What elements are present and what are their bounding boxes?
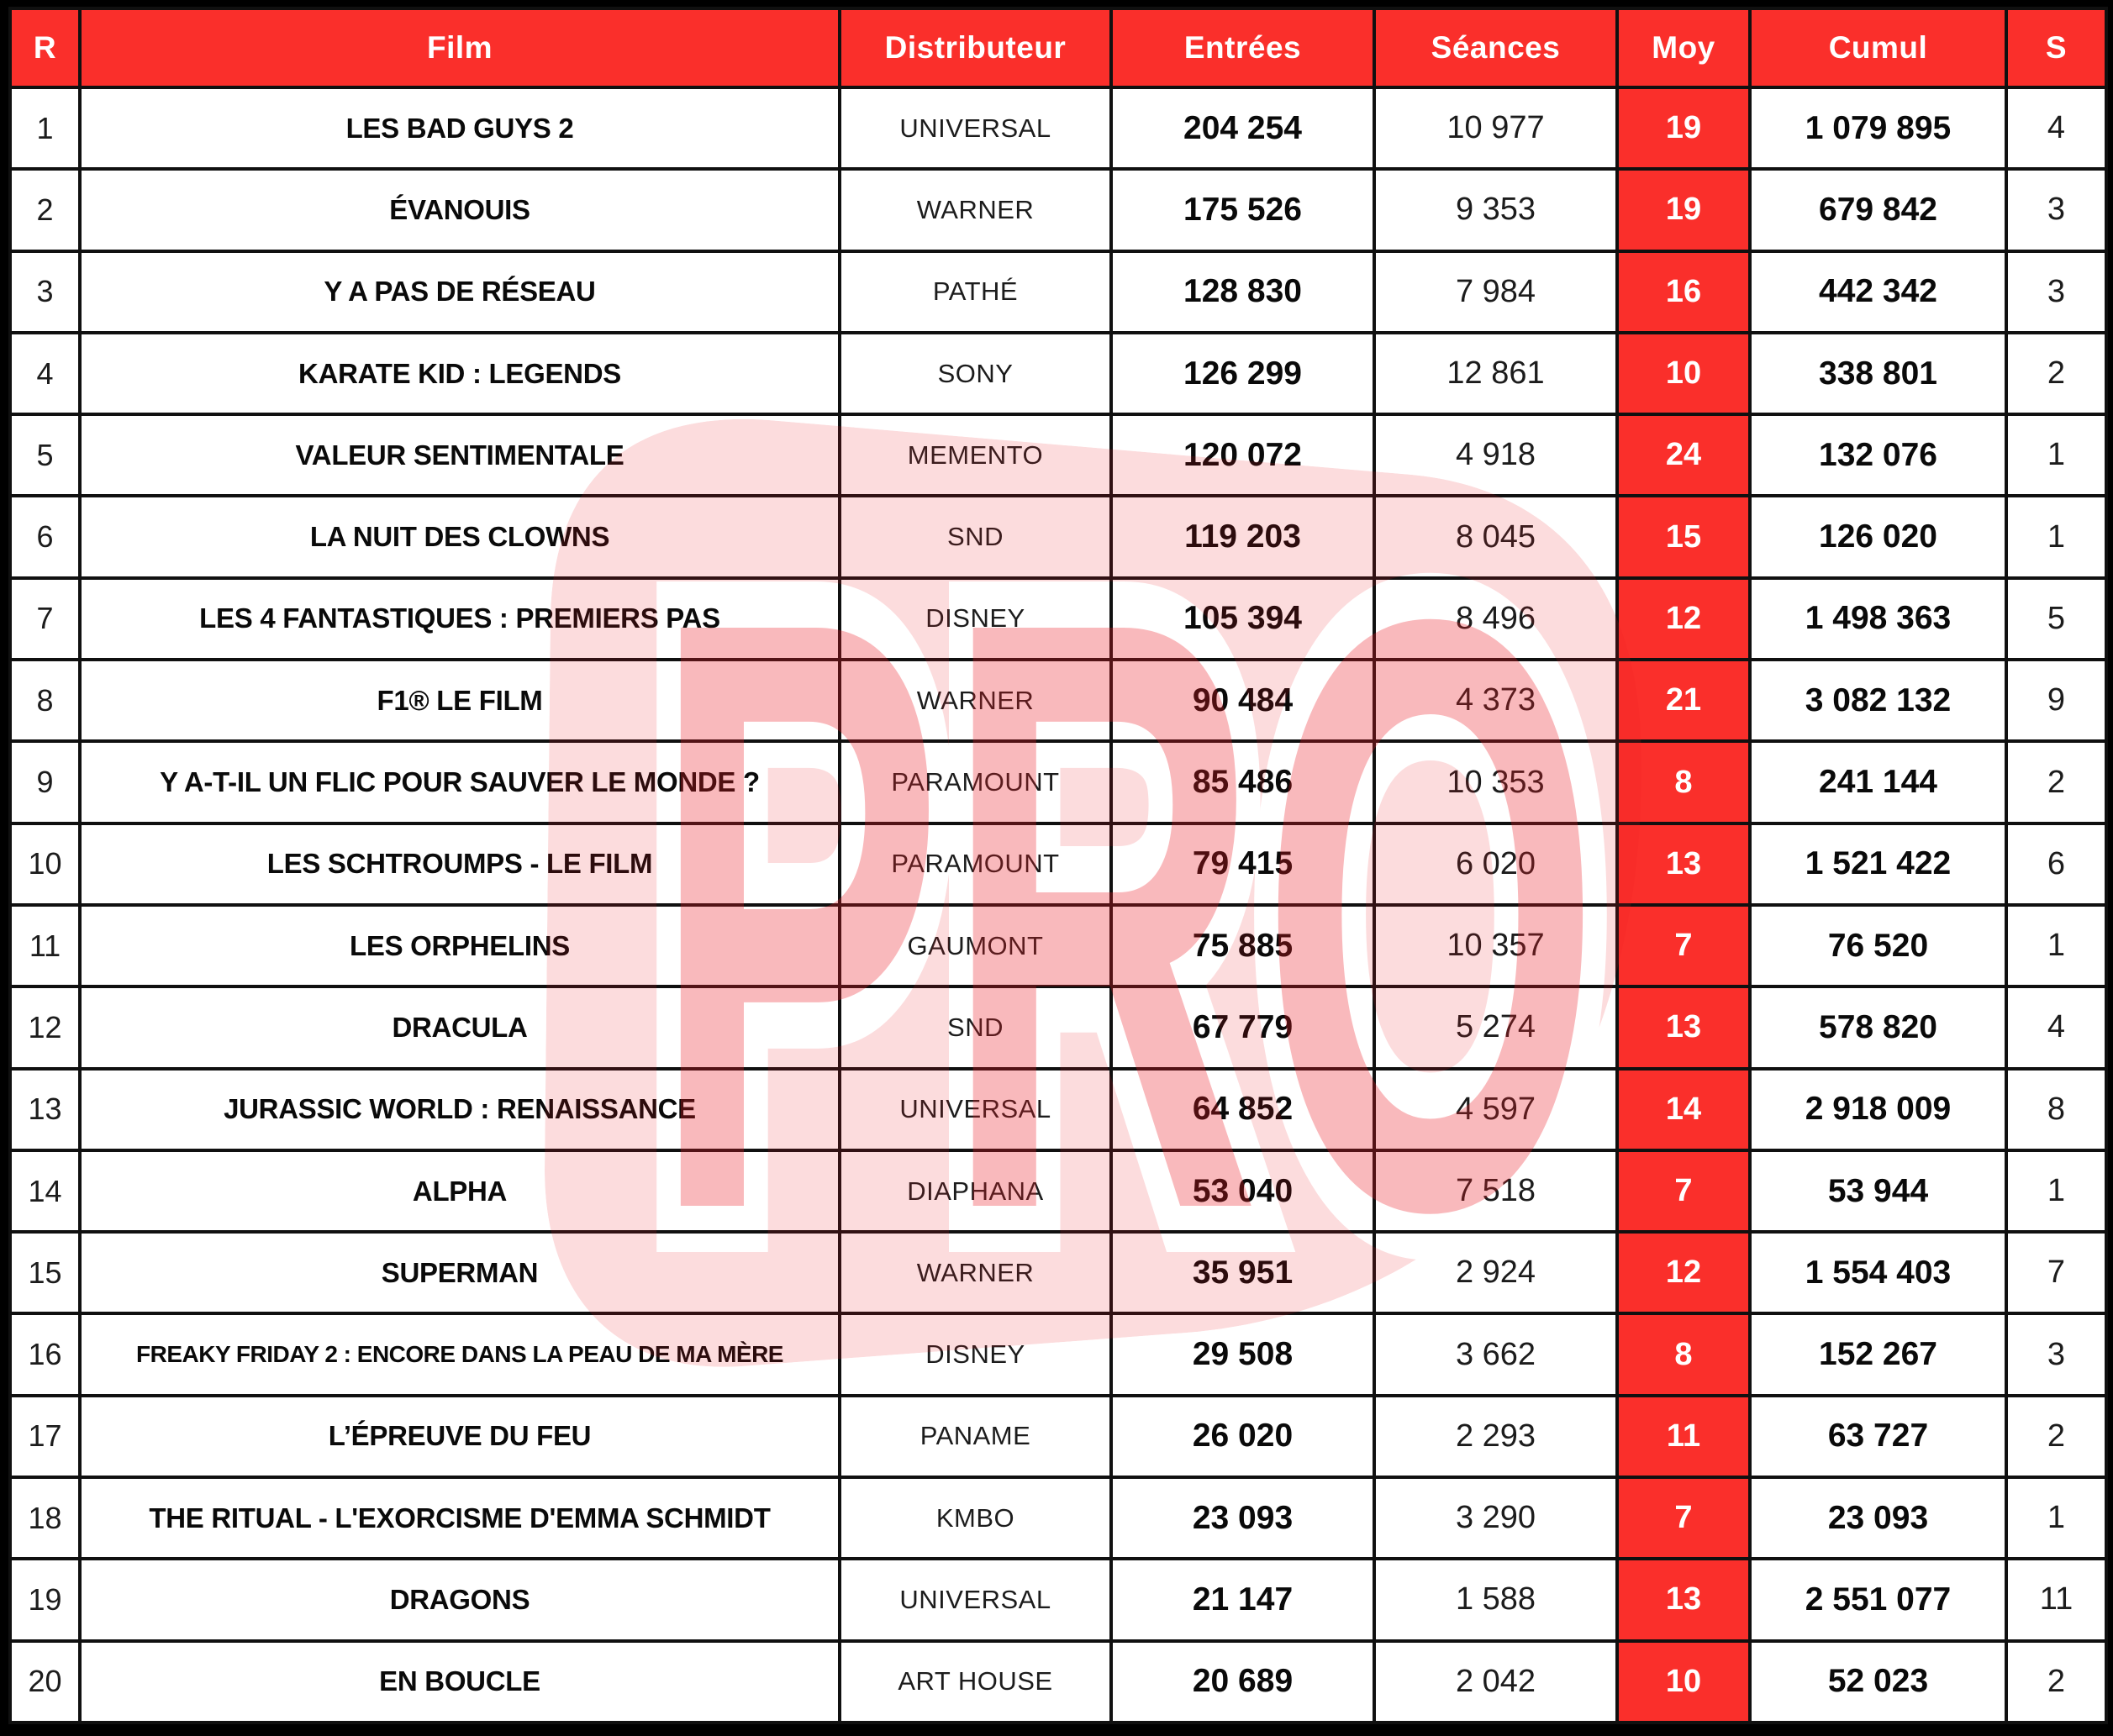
distributor-cell: KMBO [840, 1477, 1111, 1559]
rank-cell: 14 [10, 1150, 80, 1232]
moy-cell: 8 [1617, 741, 1750, 823]
rank-cell: 17 [10, 1396, 80, 1477]
distributor-cell: ART HOUSE [840, 1641, 1111, 1723]
cumul-cell: 23 093 [1750, 1477, 2006, 1559]
film-cell: VALEUR SENTIMENTALE [80, 414, 840, 496]
film-cell: LES ORPHELINS [80, 905, 840, 986]
distributor-cell: PARAMOUNT [840, 741, 1111, 823]
distributor-cell: PARAMOUNT [840, 823, 1111, 905]
table-row [10, 333, 2106, 414]
seances-cell: 10 353 [1374, 741, 1617, 823]
weeks-cell: 2 [2006, 1641, 2106, 1723]
moy-cell: 15 [1617, 496, 1750, 577]
distributor-cell: WARNER [840, 169, 1111, 250]
weeks-cell: 3 [2006, 169, 2106, 250]
cumul-cell: 53 944 [1750, 1150, 2006, 1232]
film-cell: DRAGONS [80, 1559, 840, 1640]
film-cell: LES SCHTROUMPS - LE FILM [80, 823, 840, 905]
distributor-cell: DIAPHANA [840, 1150, 1111, 1232]
weeks-cell: 5 [2006, 578, 2106, 660]
rank-cell: 19 [10, 1559, 80, 1640]
cumul-cell: 126 020 [1750, 496, 2006, 577]
weeks-cell: 2 [2006, 333, 2106, 414]
distributor-cell: DISNEY [840, 1313, 1111, 1395]
cumul-cell: 152 267 [1750, 1313, 2006, 1395]
rank-cell: 10 [10, 823, 80, 905]
seances-cell: 12 861 [1374, 333, 1617, 414]
table-row [10, 741, 2106, 823]
table-body [10, 87, 2106, 1723]
cumul-cell: 241 144 [1750, 741, 2006, 823]
film-cell: F1® LE FILM [80, 660, 840, 741]
cumul-cell: 1 521 422 [1750, 823, 2006, 905]
moy-cell: 16 [1617, 251, 1750, 333]
entrees-cell: 105 394 [1111, 578, 1374, 660]
film-cell: Y A PAS DE RÉSEAU [80, 251, 840, 333]
seances-cell: 4 597 [1374, 1069, 1617, 1150]
seances-cell: 7 984 [1374, 251, 1617, 333]
weeks-cell: 4 [2006, 986, 2106, 1068]
table-row [10, 660, 2106, 741]
moy-cell: 19 [1617, 87, 1750, 169]
cumul-cell: 132 076 [1750, 414, 2006, 496]
moy-cell: 10 [1617, 1641, 1750, 1723]
entrees-cell: 119 203 [1111, 496, 1374, 577]
distributor-cell: GAUMONT [840, 905, 1111, 986]
distributor-cell: PANAME [840, 1396, 1111, 1477]
film-cell: EN BOUCLE [80, 1641, 840, 1723]
column-header-cumul: Cumul [1750, 8, 2006, 87]
seances-cell: 8 496 [1374, 578, 1617, 660]
table-row [10, 169, 2106, 250]
moy-cell: 8 [1617, 1313, 1750, 1395]
film-cell: SUPERMAN [80, 1232, 840, 1313]
moy-cell: 11 [1617, 1396, 1750, 1477]
weeks-cell: 1 [2006, 414, 2106, 496]
weeks-cell: 1 [2006, 496, 2106, 577]
film-cell: LA NUIT DES CLOWNS [80, 496, 840, 577]
distributor-cell: PATHÉ [840, 251, 1111, 333]
moy-cell: 12 [1617, 578, 1750, 660]
entrees-cell: 29 508 [1111, 1313, 1374, 1395]
film-cell: L’ÉPREUVE DU FEU [80, 1396, 840, 1477]
entrees-cell: 53 040 [1111, 1150, 1374, 1232]
distributor-cell: DISNEY [840, 578, 1111, 660]
seances-cell: 1 588 [1374, 1559, 1617, 1640]
moy-cell: 7 [1617, 905, 1750, 986]
moy-cell: 7 [1617, 1150, 1750, 1232]
distributor-cell: WARNER [840, 660, 1111, 741]
weeks-cell: 1 [2006, 905, 2106, 986]
distributor-cell: UNIVERSAL [840, 1069, 1111, 1150]
entrees-cell: 21 147 [1111, 1559, 1374, 1640]
table-row [10, 578, 2106, 660]
table-header [10, 8, 2106, 87]
film-cell: Y A-T-IL UN FLIC POUR SAUVER LE MONDE ? [80, 741, 840, 823]
moy-cell: 10 [1617, 333, 1750, 414]
table-row [10, 1477, 2106, 1559]
entrees-cell: 128 830 [1111, 251, 1374, 333]
rank-cell: 5 [10, 414, 80, 496]
table-row [10, 1559, 2106, 1640]
cumul-cell: 63 727 [1750, 1396, 2006, 1477]
cumul-cell: 1 498 363 [1750, 578, 2006, 660]
cumul-cell: 578 820 [1750, 986, 2006, 1068]
moy-cell: 14 [1617, 1069, 1750, 1150]
table-row [10, 823, 2106, 905]
rank-cell: 11 [10, 905, 80, 986]
film-cell: JURASSIC WORLD : RENAISSANCE [80, 1069, 840, 1150]
rank-cell: 6 [10, 496, 80, 577]
cumul-cell: 1 554 403 [1750, 1232, 2006, 1313]
rank-cell: 16 [10, 1313, 80, 1395]
rank-cell: 1 [10, 87, 80, 169]
film-cell: ALPHA [80, 1150, 840, 1232]
table-row [10, 1069, 2106, 1150]
table-row [10, 905, 2106, 986]
cumul-cell: 2 551 077 [1750, 1559, 2006, 1640]
seances-cell: 9 353 [1374, 169, 1617, 250]
distributor-cell: WARNER [840, 1232, 1111, 1313]
moy-cell: 21 [1617, 660, 1750, 741]
boxoffice-table [8, 7, 2108, 1724]
seances-cell: 5 274 [1374, 986, 1617, 1068]
table-row [10, 1396, 2106, 1477]
moy-cell: 12 [1617, 1232, 1750, 1313]
cumul-cell: 338 801 [1750, 333, 2006, 414]
film-cell: DRACULA [80, 986, 840, 1068]
moy-cell: 19 [1617, 169, 1750, 250]
entrees-cell: 67 779 [1111, 986, 1374, 1068]
column-header-rank: R [10, 8, 80, 87]
table-row [10, 414, 2106, 496]
seances-cell: 8 045 [1374, 496, 1617, 577]
seances-cell: 2 924 [1374, 1232, 1617, 1313]
film-cell: KARATE KID : LEGENDS [80, 333, 840, 414]
rank-cell: 9 [10, 741, 80, 823]
entrees-cell: 26 020 [1111, 1396, 1374, 1477]
rank-cell: 20 [10, 1641, 80, 1723]
column-header-moy: Moy [1617, 8, 1750, 87]
cumul-cell: 52 023 [1750, 1641, 2006, 1723]
table-row [10, 1232, 2106, 1313]
cumul-cell: 2 918 009 [1750, 1069, 2006, 1150]
distributor-cell: UNIVERSAL [840, 87, 1111, 169]
moy-cell: 13 [1617, 823, 1750, 905]
entrees-cell: 35 951 [1111, 1232, 1374, 1313]
entrees-cell: 175 526 [1111, 169, 1374, 250]
moy-cell: 7 [1617, 1477, 1750, 1559]
film-cell: FREAKY FRIDAY 2 : ENCORE DANS LA PEAU DE MA MÈRE [80, 1313, 840, 1395]
weeks-cell: 2 [2006, 1396, 2106, 1477]
entrees-cell: 64 852 [1111, 1069, 1374, 1150]
film-cell: LES BAD GUYS 2 [80, 87, 840, 169]
table-row [10, 986, 2106, 1068]
weeks-cell: 3 [2006, 1313, 2106, 1395]
seances-cell: 4 918 [1374, 414, 1617, 496]
table-row [10, 1641, 2106, 1723]
weeks-cell: 3 [2006, 251, 2106, 333]
cumul-cell: 76 520 [1750, 905, 2006, 986]
rank-cell: 2 [10, 169, 80, 250]
cumul-cell: 442 342 [1750, 251, 2006, 333]
film-cell: THE RITUAL - L'EXORCISME D'EMMA SCHMIDT [80, 1477, 840, 1559]
seances-cell: 2 293 [1374, 1396, 1617, 1477]
header-row [10, 8, 2106, 87]
weeks-cell: 1 [2006, 1477, 2106, 1559]
table-row [10, 251, 2106, 333]
table-row [10, 496, 2106, 577]
weeks-cell: 7 [2006, 1232, 2106, 1313]
distributor-cell: SONY [840, 333, 1111, 414]
weeks-cell: 4 [2006, 87, 2106, 169]
seances-cell: 10 357 [1374, 905, 1617, 986]
cumul-cell: 679 842 [1750, 169, 2006, 250]
rank-cell: 13 [10, 1069, 80, 1150]
distributor-cell: SND [840, 496, 1111, 577]
seances-cell: 6 020 [1374, 823, 1617, 905]
cumul-cell: 3 082 132 [1750, 660, 2006, 741]
cumul-cell: 1 079 895 [1750, 87, 2006, 169]
weeks-cell: 11 [2006, 1559, 2106, 1640]
entrees-cell: 75 885 [1111, 905, 1374, 986]
distributor-cell: UNIVERSAL [840, 1559, 1111, 1640]
column-header-distributor: Distributeur [840, 8, 1111, 87]
seances-cell: 10 977 [1374, 87, 1617, 169]
table-row [10, 1150, 2106, 1232]
seances-cell: 2 042 [1374, 1641, 1617, 1723]
moy-cell: 13 [1617, 986, 1750, 1068]
weeks-cell: 1 [2006, 1150, 2106, 1232]
weeks-cell: 8 [2006, 1069, 2106, 1150]
entrees-cell: 90 484 [1111, 660, 1374, 741]
rank-cell: 4 [10, 333, 80, 414]
distributor-cell: MEMENTO [840, 414, 1111, 496]
rank-cell: 15 [10, 1232, 80, 1313]
entrees-cell: 20 689 [1111, 1641, 1374, 1723]
entrees-cell: 85 486 [1111, 741, 1374, 823]
rank-cell: 18 [10, 1477, 80, 1559]
rank-cell: 7 [10, 578, 80, 660]
column-header-seances: Séances [1374, 8, 1617, 87]
weeks-cell: 9 [2006, 660, 2106, 741]
entrees-cell: 120 072 [1111, 414, 1374, 496]
distributor-cell: SND [840, 986, 1111, 1068]
weeks-cell: 6 [2006, 823, 2106, 905]
column-header-entrees: Entrées [1111, 8, 1374, 87]
entrees-cell: 204 254 [1111, 87, 1374, 169]
seances-cell: 4 373 [1374, 660, 1617, 741]
rank-cell: 8 [10, 660, 80, 741]
seances-cell: 3 290 [1374, 1477, 1617, 1559]
seances-cell: 7 518 [1374, 1150, 1617, 1232]
rank-cell: 12 [10, 986, 80, 1068]
entrees-cell: 23 093 [1111, 1477, 1374, 1559]
table-row [10, 1313, 2106, 1395]
film-cell: LES 4 FANTASTIQUES : PREMIERS PAS [80, 578, 840, 660]
watermark-text: PRO [651, 445, 1601, 1384]
rank-cell: 3 [10, 251, 80, 333]
film-cell: ÉVANOUIS [80, 169, 840, 250]
entrees-cell: 79 415 [1111, 823, 1374, 905]
column-header-film: Film [80, 8, 840, 87]
seances-cell: 3 662 [1374, 1313, 1617, 1395]
column-header-weeks: S [2006, 8, 2106, 87]
moy-cell: 13 [1617, 1559, 1750, 1640]
moy-cell: 24 [1617, 414, 1750, 496]
table-row [10, 87, 2106, 169]
entrees-cell: 126 299 [1111, 333, 1374, 414]
weeks-cell: 2 [2006, 741, 2106, 823]
